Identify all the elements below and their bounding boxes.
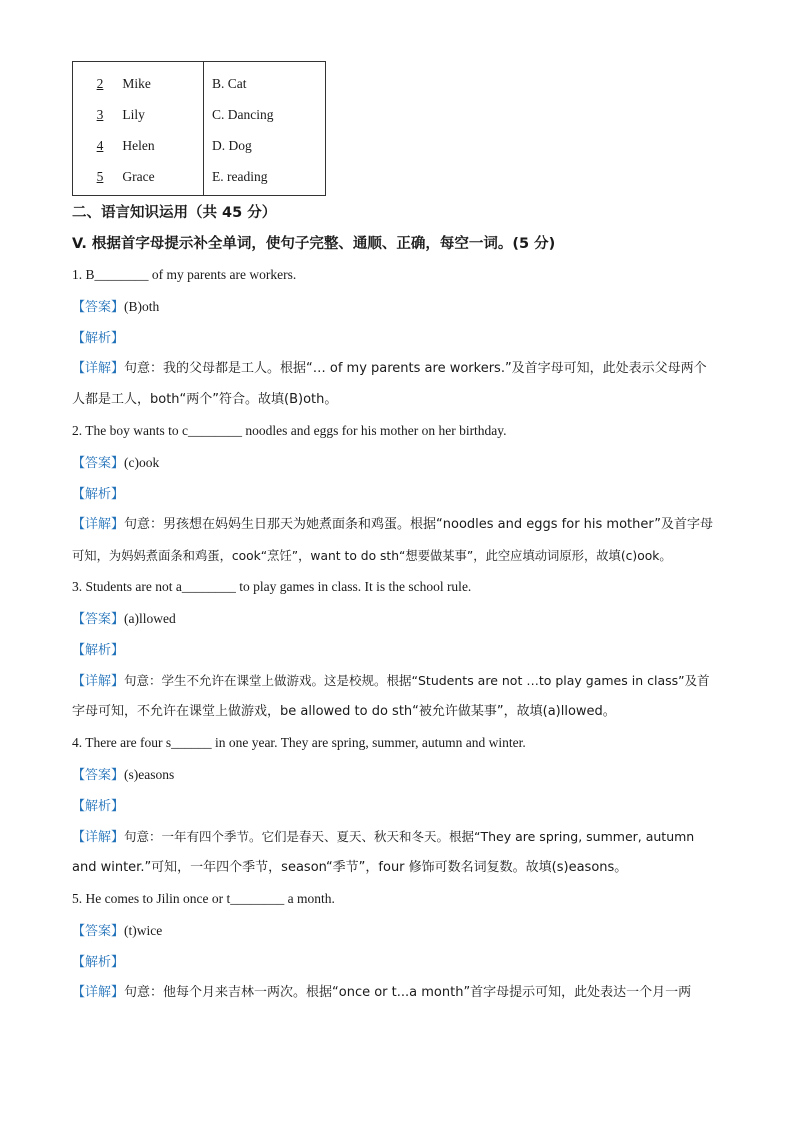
person-name: Lily (122, 107, 145, 122)
detail-1-line-1 (72, 359, 724, 379)
detail-text: 句意：学生不允许在课堂上做游戏。这是校规。根据“Students are not …to play games in class”及首 (124, 673, 710, 688)
detail-3-line-1 (72, 671, 724, 692)
answer-text: (t)wice (124, 923, 163, 938)
answer-1 (72, 297, 724, 318)
blank-number: 2 (96, 76, 104, 91)
detail-text: 句意：男孩想在妈妈生日那天为她煮面条和鸡蛋。根据“noodles and eggs for his mother”及首字母 (124, 517, 714, 532)
detail-5-line-1 (72, 983, 724, 1003)
person-name: Helen (122, 138, 155, 153)
analysis-2 (72, 484, 724, 505)
answer-text: (a)llowed (124, 611, 176, 626)
detail-label: 【详解】 (72, 361, 125, 376)
detail-1-line-2: 人都是工人，both“两个”符合。故填(B)oth。 (72, 392, 338, 407)
detail-label: 【详解】 (72, 674, 125, 689)
analysis-label: 【解析】 (72, 955, 125, 970)
answer-label: 【答案】 (72, 300, 125, 315)
person-name: Mike (122, 76, 151, 91)
analysis-4 (72, 796, 724, 817)
analysis-1 (72, 328, 724, 349)
options-column (204, 62, 326, 196)
names-column (73, 62, 204, 196)
analysis-label: 【解析】 (72, 643, 125, 658)
answer-2 (72, 453, 724, 474)
analysis-label: 【解析】 (72, 331, 125, 346)
analysis-5 (72, 952, 724, 973)
answer-3 (72, 609, 724, 630)
question-3: 3. Students are not a________ to play games in class. It is the school rule. (72, 579, 472, 594)
blank-number: 4 (96, 138, 104, 153)
option-item: C. Dancing (212, 107, 274, 122)
blank-number: 3 (96, 107, 104, 122)
detail-4-line-2: and winter.”可知，一年四个季节，season“季节”，four 修饰可数名词复数。故填(s)easons。 (72, 860, 628, 875)
option-item: E. reading (212, 169, 268, 184)
detail-2-line-2: 可知，为妈妈煮面条和鸡蛋，cook“烹饪”，want to do sth“想要做某事”，此空应填动词原形，故填(c)ook。 (72, 549, 672, 563)
option-item: B. Cat (212, 76, 247, 91)
blank-number: 5 (96, 169, 104, 184)
answer-label: 【答案】 (72, 456, 125, 471)
answer-text: (c)ook (124, 455, 160, 470)
detail-label: 【详解】 (72, 985, 125, 1000)
match-row-4 (73, 161, 203, 192)
analysis-label: 【解析】 (72, 487, 125, 502)
match-row-2 (73, 99, 203, 130)
analysis-3 (72, 640, 724, 661)
detail-label: 【详解】 (72, 517, 125, 532)
match-row-3 (73, 130, 203, 161)
detail-label: 【详解】 (72, 830, 125, 845)
answer-4 (72, 765, 724, 786)
matching-table (72, 61, 326, 196)
part-title: V. 根据首字母提示补全单词，使句子完整、通顺、正确，每空一词。(5 分) (72, 236, 556, 252)
person-name: Grace (122, 169, 155, 184)
question-1: 1. B________ of my parents are workers. (72, 267, 297, 282)
detail-4-line-1 (72, 827, 724, 848)
detail-text: 句意：一年有四个季节。它们是春天、夏天、秋天和冬天。根据“They are spring, summer, autumn (124, 829, 695, 844)
answer-text: (B)oth (124, 299, 160, 314)
question-5: 5. He comes to Jilin once or t________ a month. (72, 891, 335, 906)
detail-text: 句意：我的父母都是工人。根据“… of my parents are workers.”及首字母可知，此处表示父母两个 (124, 361, 707, 376)
answer-label: 【答案】 (72, 612, 125, 627)
section-title: 二、语言知识运用（共 45 分） (72, 205, 277, 221)
option-item: D. Dog (212, 138, 252, 153)
answer-text: (s)easons (124, 767, 175, 782)
detail-3-line-2: 字母可知，不允许在课堂上做游戏，be allowed to do sth“被允许做某事”，故填(a)llowed。 (72, 704, 616, 719)
detail-2-line-1 (72, 515, 724, 535)
match-row-1 (73, 68, 203, 99)
answer-5 (72, 921, 724, 942)
question-4: 4. There are four s______ in one year. They are spring, summer, autumn and winter. (72, 735, 526, 750)
answer-label: 【答案】 (72, 924, 125, 939)
answer-label: 【答案】 (72, 768, 125, 783)
question-2: 2. The boy wants to c________ noodles and eggs for his mother on her birthday. (72, 423, 507, 438)
analysis-label: 【解析】 (72, 799, 125, 814)
detail-text: 句意：他每个月来吉林一两次。根据“once or t...a month”首字母提示可知，此处表达一个月一两 (124, 985, 692, 1000)
